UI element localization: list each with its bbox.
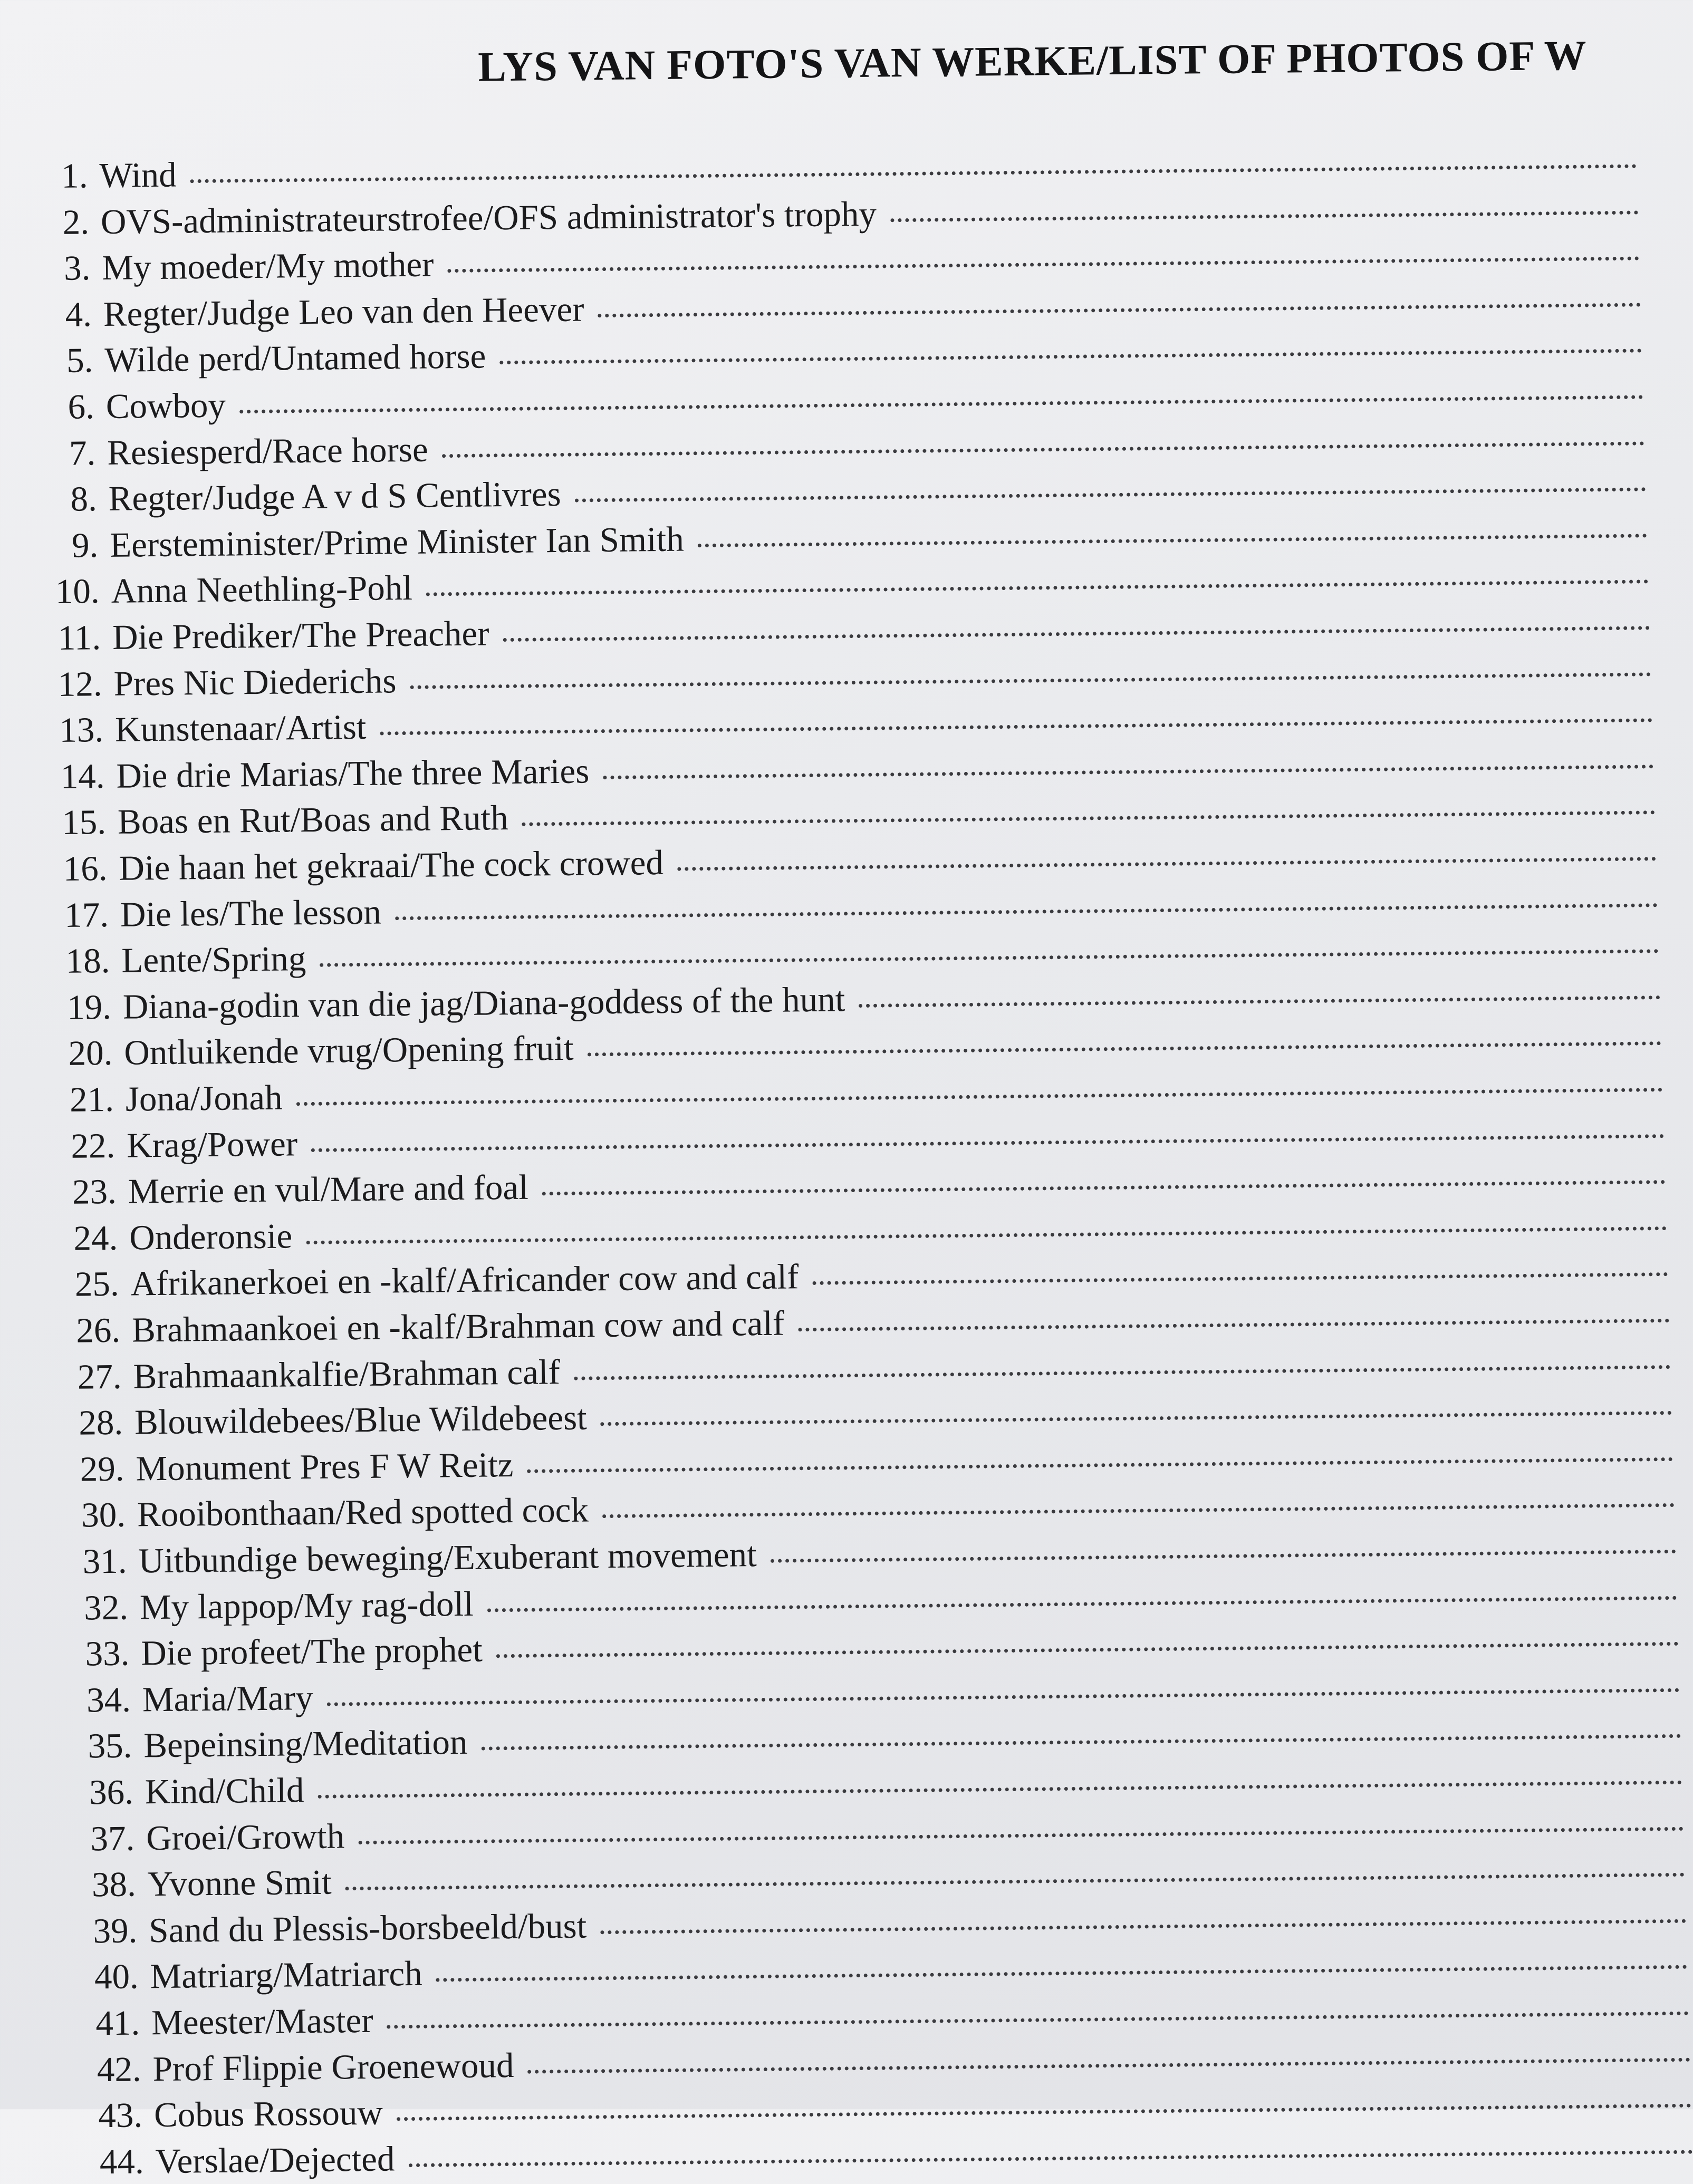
item-number: 40. — [94, 1957, 139, 1997]
item-title: Monument Pres F W Reitz — [136, 1445, 514, 1489]
dot-leader — [601, 1411, 1672, 1426]
item-number: 8. — [70, 479, 98, 519]
item-title: Ontluikende vrug/Opening fruit — [123, 1029, 574, 1073]
item-title: Prof Flippie Groenewoud — [152, 2045, 514, 2089]
item-number: 12. — [57, 664, 103, 704]
dot-leader — [239, 395, 1643, 413]
item-number: 9. — [71, 525, 99, 565]
item-number: 2. — [62, 202, 90, 242]
item-title: Krag/Power — [126, 1124, 298, 1165]
item-title: Boas en Rut/Boas and Ruth — [117, 798, 509, 842]
dot-leader — [436, 1965, 1688, 1982]
item-number: 32. — [83, 1588, 129, 1628]
item-title: Anna Neethling-Pohl — [111, 568, 413, 611]
item-number: 30. — [81, 1495, 126, 1535]
dot-leader — [575, 488, 1646, 502]
item-title: Kind/Child — [145, 1771, 304, 1812]
item-title: My moeder/My mother — [102, 245, 434, 288]
item-title: Eersteminister/Prime Minister Ian Smith — [109, 519, 685, 565]
item-title: Die profeet/The prophet — [141, 1630, 483, 1673]
item-number: 35. — [88, 1726, 132, 1766]
item-number: 34. — [86, 1680, 131, 1720]
item-title: Groei/Growth — [146, 1816, 345, 1858]
item-number: 27. — [77, 1357, 122, 1397]
item-number: 38. — [91, 1864, 137, 1905]
item-number: 41. — [95, 2003, 140, 2043]
dot-leader — [426, 580, 1649, 596]
item-number: 11. — [57, 618, 101, 658]
item-title: Bepeinsing/Meditation — [143, 1723, 468, 1765]
item-number: 36. — [89, 1772, 134, 1812]
item-title: Onderonsie — [129, 1216, 293, 1258]
item-number: 39. — [93, 1911, 138, 1951]
item-title: Diana-godin van die jag/Diana-goddess of the hunt — [122, 980, 845, 1027]
dot-leader — [387, 2012, 1689, 2029]
item-number: 28. — [78, 1403, 123, 1443]
dot-leader — [522, 811, 1655, 826]
dot-leader — [603, 765, 1653, 779]
dot-leader — [306, 1226, 1667, 1244]
item-title: My lappop/My rag-doll — [139, 1584, 474, 1627]
item-number: 43. — [98, 2095, 143, 2135]
dot-leader — [190, 165, 1637, 183]
item-title: OVS-administrateurstrofee/OFS administrator's trophy — [100, 194, 877, 241]
item-title: Cowboy — [105, 385, 226, 426]
item-title: Meester/Master — [151, 2001, 374, 2043]
item-title: Die drie Marias/The three Maries — [116, 751, 590, 796]
dot-leader — [318, 1781, 1682, 1799]
dot-leader — [798, 1319, 1669, 1331]
item-number: 3. — [63, 248, 91, 288]
dot-leader — [358, 1827, 1684, 1844]
dot-leader — [482, 1734, 1681, 1751]
dot-leader — [410, 672, 1651, 689]
item-number: 24. — [73, 1218, 118, 1258]
dot-leader — [345, 1873, 1685, 1891]
item-title: Brahmaankoei en -kalf/Brahman cow and calf — [131, 1303, 785, 1350]
item-title: Blouwildebees/Blue Wildebeest — [134, 1398, 588, 1442]
item-number: 26. — [76, 1310, 121, 1350]
item-number: 20. — [68, 1033, 113, 1074]
item-number: 22. — [71, 1126, 116, 1166]
item-number: 29. — [80, 1449, 124, 1489]
item-number: 23. — [72, 1172, 117, 1212]
item-number: 33. — [85, 1634, 130, 1674]
dot-leader — [499, 349, 1642, 365]
item-title: Jona/Jonah — [125, 1078, 283, 1119]
dot-leader — [409, 2150, 1693, 2167]
dot-leader — [395, 903, 1658, 920]
dot-leader — [574, 1365, 1671, 1380]
dot-leader — [602, 1503, 1675, 1518]
item-number: 37. — [90, 1819, 135, 1858]
item-title: Wilde perd/Untamed horse — [104, 336, 486, 380]
dot-leader — [327, 1688, 1680, 1706]
dot-leader — [528, 2057, 1690, 2073]
item-number: 4. — [65, 295, 92, 334]
item-title: Rooibonthaan/Red spotted cock — [137, 1490, 589, 1534]
item-number: 25. — [74, 1264, 120, 1304]
item-number: 7. — [69, 433, 96, 473]
item-number: 31. — [82, 1541, 127, 1581]
dot-leader — [447, 257, 1639, 273]
item-title: Brahmaankalfie/Brahman calf — [133, 1352, 561, 1396]
item-number: 21. — [69, 1079, 114, 1119]
item-title: Verslae/Dejected — [155, 2139, 395, 2181]
dot-leader — [442, 441, 1645, 458]
dot-leader — [296, 1088, 1663, 1106]
item-title: Pres Nic Diederichs — [113, 661, 397, 703]
dot-leader — [311, 1134, 1664, 1152]
item-title: Sand du Plessis-borsbeeld/bust — [148, 1906, 587, 1950]
item-number: 1. — [61, 156, 88, 196]
dot-leader — [890, 210, 1638, 222]
item-number: 10. — [55, 572, 100, 612]
item-number: 44. — [99, 2142, 144, 2182]
dot-leader — [380, 718, 1652, 735]
item-number: 42. — [97, 2050, 142, 2089]
dot-leader — [771, 1550, 1676, 1563]
item-title: Uitbundige beweging/Exuberant movement — [138, 1535, 757, 1581]
item-title: Regter/Judge A v d S Centlivres — [108, 475, 562, 519]
dot-leader — [397, 2104, 1691, 2121]
dot-leader — [527, 1457, 1673, 1473]
item-title: Yvonne Smit — [147, 1862, 332, 1904]
item-number: 5. — [66, 341, 93, 381]
dot-leader — [503, 626, 1650, 642]
dot-leader — [698, 534, 1647, 547]
dot-leader — [487, 1596, 1677, 1612]
dot-leader — [677, 857, 1657, 871]
item-number: 16. — [63, 848, 108, 888]
item-title: Die haan het gekraai/The cock crowed — [119, 843, 664, 888]
item-title: Resiesperd/Race horse — [107, 430, 429, 472]
item-number: 19. — [66, 987, 112, 1027]
dot-leader — [600, 1919, 1686, 1935]
dot-leader — [812, 1272, 1668, 1285]
item-number: 13. — [59, 710, 104, 750]
item-title: Regter/Judge Leo van den Heever — [103, 289, 584, 334]
dot-leader — [542, 1180, 1666, 1195]
item-title: Merrie en vul/Mare and foal — [128, 1167, 529, 1211]
dot-leader — [588, 1042, 1662, 1057]
item-title: Die Prediker/The Preacher — [112, 614, 489, 657]
dot-leader — [859, 996, 1660, 1008]
item-title: Cobus Rossouw — [153, 2093, 383, 2135]
dot-leader — [598, 303, 1641, 317]
item-number: 17. — [64, 895, 109, 935]
item-title: Lente/Spring — [121, 939, 306, 980]
page-title: LYS VAN FOTO'S VAN WERKE/LIST OF PHOTOS OF W — [477, 32, 1588, 91]
dot-leader — [496, 1642, 1679, 1658]
item-title: Maria/Mary — [142, 1678, 313, 1719]
item-number: 14. — [60, 756, 105, 796]
item-number: 18. — [65, 941, 110, 981]
item-number: 15. — [61, 803, 107, 843]
item-title: Matriarg/Matriarch — [150, 1954, 423, 1996]
dot-leader — [320, 949, 1659, 967]
item-number: 6. — [68, 387, 95, 427]
item-title: Kunstenaar/Artist — [114, 707, 367, 749]
item-title: Die les/The lesson — [120, 892, 382, 934]
item-title: Wind — [99, 155, 177, 196]
item-title: Afrikanerkoei en -kalf/Africander cow and calf — [130, 1257, 799, 1303]
